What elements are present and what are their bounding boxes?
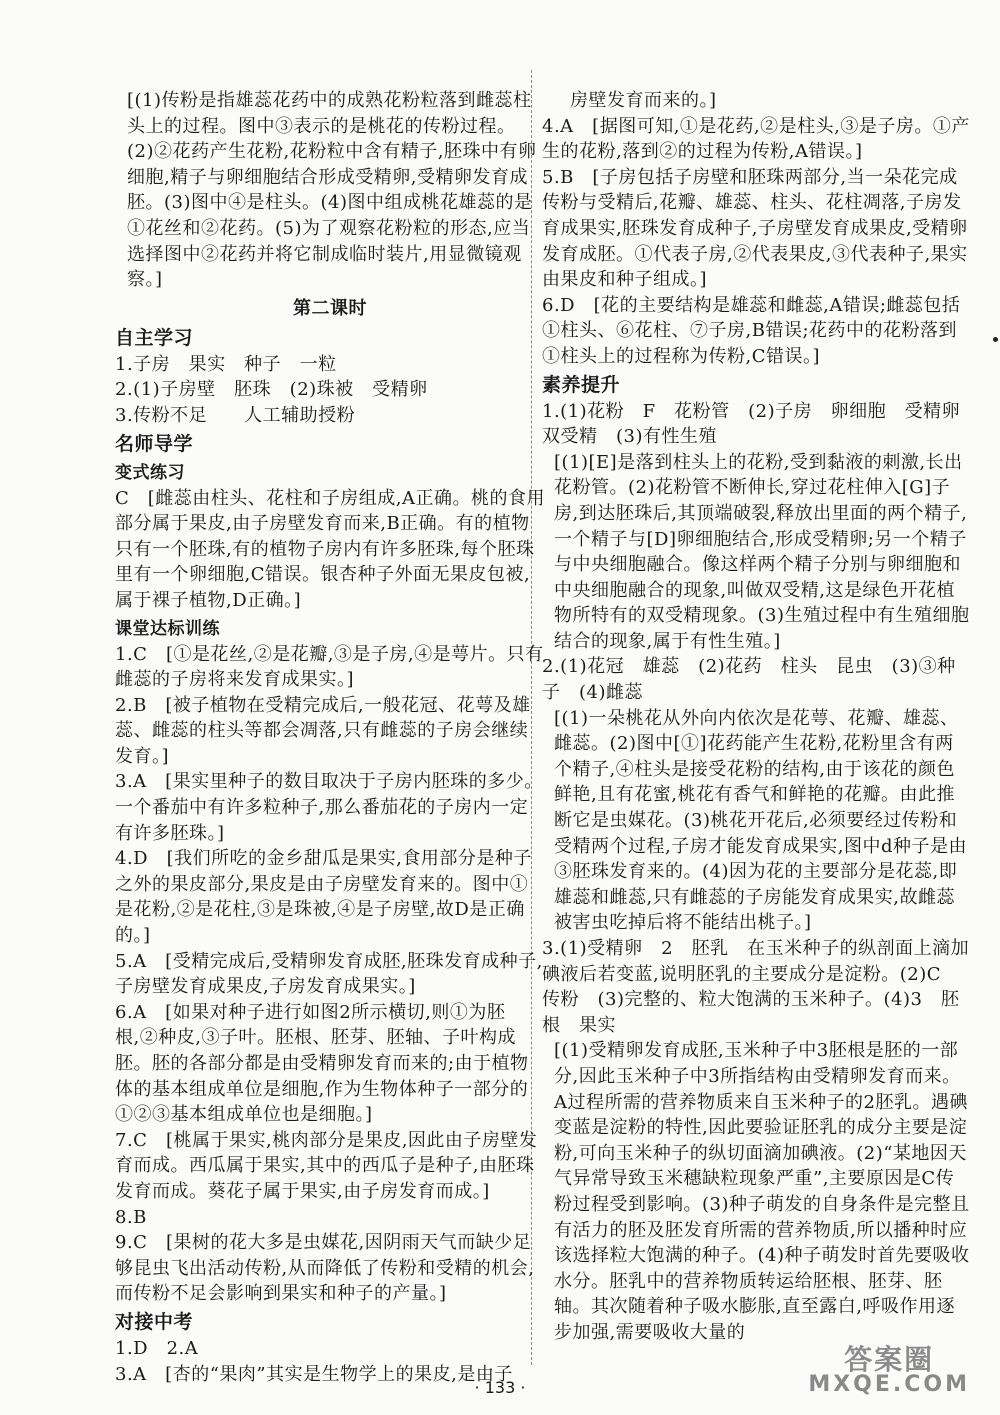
left-block: 5.A [受精完成后,受精卵发育成胚,胚珠发育成种子,子房壁发育成果皮,子房发育成果实。]	[115, 950, 543, 998]
left-block: 8.B	[115, 1206, 147, 1228]
left-block: 1.C [①是花丝,②是花瓣,③是子房,④是萼片。只有雌蕊的子房将来发育成果实。]	[115, 643, 544, 691]
watermark-line1: 答案圈	[844, 1343, 935, 1376]
left-block: 4.D [我们所吃的金乡甜瓜是果实,食用部分是种子之外的果皮部分,果皮是由子房壁发育来的。图中①是花粉,②是花柱,③是珠被,④是子房壁,故D是正确的。]	[115, 848, 532, 947]
left-block: 3.传粉不足 人工辅助授粉	[115, 404, 356, 426]
left-block: 课堂达标训练	[115, 618, 220, 639]
right-block: 房壁发育而来的。]	[570, 90, 717, 111]
left-block: 对接中考	[115, 1310, 194, 1333]
left-block: 1.子房 果实 种子 一粒	[115, 353, 337, 375]
left-block: 2.(1)子房壁 胚珠 (2)珠被 受精卵	[115, 379, 428, 401]
right-block: 1.(1)花粉 F 花粉管 (2)子房 卵细胞 受精卵 双受精 (3)有性生殖	[542, 400, 979, 448]
page-number: · 133 ·	[474, 1378, 526, 1397]
watermark-logo	[808, 1338, 970, 1397]
left-block: 3.A [果实里种子的数目取决于子房内胚珠的多少。一个番茄中有许多粒种子,那么番茄花的子房内一定有许多胚珠。]	[115, 771, 543, 844]
right-block: [(1)一朵桃花从外向内依次是花萼、花瓣、雄蕊、雌蕊。(2)图中[①]花药能产生花粉,花粉里含有两个精子,④柱头是接受花粉的结构,由于该花的颜色鲜艳,且有花蜜,桃花有香气和鲜艳的花瓣。由此推断它是虫媒花。(3)桃花开花后,必须要经过传粉和受精两个过程,子房才能发育成果实,图中d种子是由③胚珠发育来的。(4)因为花的主要部分是花蕊,即雄蕊和雌蕊,只有雌蕊的子房能发育成果实,故雌蕊被害虫吃掉后将不能结出桃子。]	[554, 707, 967, 934]
left-block: 2.B [被子植物在受精完成后,一般花冠、花萼及雄蕊、雌蕊的柱头等都会凋落,只有雌蕊的子房会继续发育。]	[115, 694, 531, 767]
left-block: 第二课时	[293, 297, 367, 319]
margin-dot	[993, 337, 998, 342]
left-block: 7.C [桃属于果实,桃肉部分是果皮,因此由子房壁发育而成。西瓜属于果实,其中的西瓜子是种子,由胚珠发育而成。葵花子属于果实,由子房发育而成。]	[115, 1129, 538, 1202]
left-block: 6.A [如果对种子进行如图2所示横切,则①为胚根,②种皮,③子叶。胚根、胚芽、胚轴、子叶构成胚。胚的各部分都是由受精卵发育而来的;由于植物体的基本组成单位是细胞,作为生物体种子一部分的①②③基本组成单位也是细胞。]	[115, 1001, 529, 1126]
watermark-line2: MXQE.COM	[808, 1372, 970, 1397]
left-block: 名师导学	[115, 432, 194, 455]
left-block: [(1)传粉是指雄蕊花药中的成熟花粉粒落到雌蕊柱头上的过程。图中③表示的是桃花的传粉过程。(2)②花药产生花粉,花粉粒中含有精子,胚珠中有卵细胞,精子与卵细胞结合形成受精卵,受精卵发育成胚。(3)图中④是柱头。(4)图中组成桃花雄蕊的是①花丝和②花药。(5)为了观察花粉粒的形态,应当选择图中②花药并将它制成临时装片,用显微镜观察。]	[127, 90, 537, 291]
left-block: 9.C [果树的花大多是虫媒花,因阴雨天气而缺少足够昆虫飞出活动传粉,从而降低了传粉和受精的机会,而传粉不足会影响到果实和种子的产量。]	[115, 1232, 535, 1305]
right-block: 4.A [据图可知,①是花药,②是柱头,③是子房。①产生的花粉,落到②的过程为传粉,A错误。]	[542, 115, 970, 163]
right-block: 5.B [子房包括子房壁和胚珠两部分,当一朵花完成传粉与受精后,花瓣、雄蕊、柱头、花柱凋落,子房发育成果实,胚珠发育成种子,子房壁发育成果皮,受精卵发育成胚。①代表子房,②代表果皮,③代表种子,果实由果皮和种子组成。]	[542, 166, 968, 291]
right-column	[542, 88, 979, 1346]
right-block: [(1)[E]是落到柱头上的花粉,受到黏液的刺激,长出花粉管。(2)花粉管不断伸长,穿过花柱伸入[G]子房,到达胚珠后,其顶端破裂,释放出里面的两个精子,一个精子与[D]卵细胞结合,形成受精卵;另一个精子与中央细胞融合。像这样两个精子分别与卵细胞和中央细胞融合的现象,叫做双受精,这是绿色开花植物所特有的双受精现象。(3)生殖过程中有生殖细胞结合的现象,属于有性生殖。]	[554, 451, 970, 652]
left-block: 自主学习	[115, 326, 194, 349]
left-block: 3.A [杏的“果肉”其实是生物学上的果皮,是由子	[115, 1363, 513, 1385]
left-column	[115, 88, 545, 1387]
left-block: 1.D 2.A	[115, 1337, 199, 1359]
right-block: 6.D [花的主要结构是雄蕊和雌蕊,A错误;雌蕊包括①柱头、⑥花柱、⑦子房,B错误;花药中的花粉落到①柱头上的过程称为传粉,C错误。]	[542, 294, 961, 367]
right-block: 2.(1)花冠 雄蕊 (2)花药 柱头 昆虫 (3)③种子 (4)雌蕊	[542, 656, 956, 704]
left-block: 变式练习	[115, 462, 185, 483]
right-block: 素养提升	[542, 373, 621, 396]
right-block: [(1)受精卵发育成胚,玉米种子中3胚根是胚的一部分,因此玉米种子中3所指结构由受精卵发育而来。A过程所需的营养物质来自玉米种子的2胚乳。遇碘变蓝是淀粉的特性,因此要验证胚乳的成分主要是淀粉,可向玉米种子的纵切面滴加碘液。(2)“某地因天气异常导致玉米穗缺粒现象严重”,主要原因是C传粉过程受到影响。(3)种子萌发的自身条件是完整且有活力的胚及胚发育所需的营养物质,所以播种时应该选择粒大饱满的种子。(4)种子萌发时首先要吸收水分。胚乳中的营养物质转运给胚根、胚芽、胚轴。其次随着种子吸水膨胀,直至露白,呼吸作用逐步加强,需要吸收大量的	[554, 1040, 970, 1343]
left-block: C [雌蕊由柱头、花柱和子房组成,A正确。桃的食用部分属于果皮,由子房壁发育而来,B正确。有的植物只有一个胚珠,有的植物子房内有许多胚珠,每个胚珠里有一个卵细胞,C错误。银杏种子外面无果皮包被,属于裸子植物,D正确。]	[115, 487, 546, 611]
right-block: 3.(1)受精卵 2 胚乳 在玉米种子的纵剖面上滴加碘液后若变蓝,说明胚乳的主要成分是淀粉。(2)C 传粉 (3)完整的、粒大饱满的玉米种子。(4)3 胚根 果实	[542, 938, 970, 1036]
